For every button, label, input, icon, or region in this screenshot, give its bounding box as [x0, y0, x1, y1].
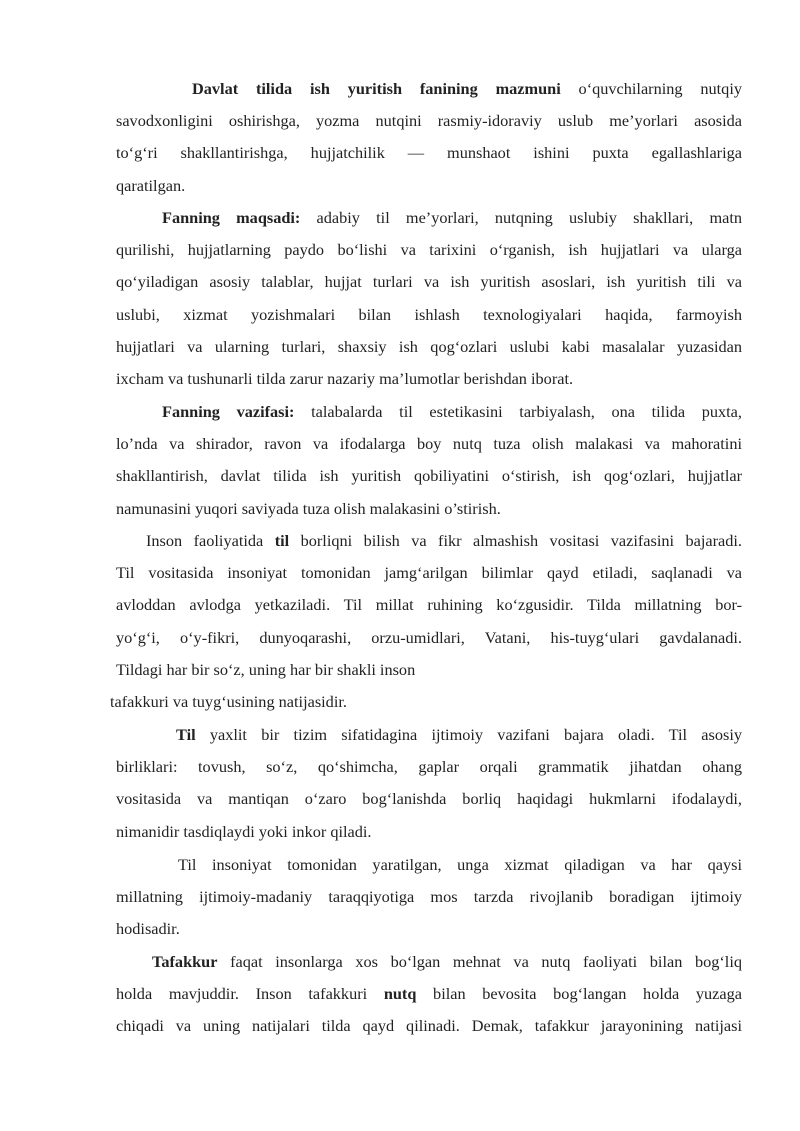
text-line: qaratilgan. — [116, 175, 186, 195]
text-line: Fanning vazifasi: talabalarda til estetikasini tarbiyalash, ona tilida puxta, — [162, 402, 742, 421]
bold-term: Fanning maqsadi: — [162, 208, 301, 227]
text-line: shakllantirish, davlat tilida ish yuritish qobiliyatini o‘stirish, ish qog‘ozlari, hujjatlar — [116, 466, 742, 486]
bold-term: til — [274, 531, 290, 550]
text-line: Inson faoliyatida til borliqni bilish va fikr almashish vositasi vazifasini bajaradi. — [146, 531, 742, 550]
paragraph-social-phenomenon — [116, 849, 742, 946]
text-line: nimanidir tasdiqlaydi yoki inkor qiladi. — [116, 821, 372, 841]
text-line: millatning ijtimoiy-madaniy taraqqiyotiga mos tarzda rivojlanib boradigan ijtimoiy — [116, 887, 742, 907]
paragraph-language-role — [116, 525, 742, 686]
text-line: savodxonligini oshirishga, yozma nutqini rasmiy-idoraviy uslub me’yorlari asosida — [116, 111, 742, 131]
text-line: hodisadir. — [116, 919, 180, 939]
text-line: lo’nda va shirador, ravon va ifodalarga boy nutq tuza olish malakasi va mahoratini — [116, 434, 742, 454]
text-line: chiqadi va uning natijalari tilda qayd qilinadi. Demak, tafakkur jarayonining natijasi — [116, 1016, 742, 1036]
text-line: Til yaxlit bir tizim sifatidagina ijtimoiy vazifani bajara oladi. Til asosiy — [176, 725, 742, 744]
text-line: namunasini yuqori saviyada tuza olish malakasini o’stirish. — [116, 498, 501, 518]
paragraph-thinking — [116, 946, 742, 1043]
bold-term: Tafakkur — [152, 952, 218, 971]
text-line: Davlat tilida ish yuritish fanining mazmuni o‘quvchilarning nutqiy — [192, 79, 742, 98]
text-line: hujjatlari va ularning turlari, shaxsiy ish qog‘ozlari uslubi kabi masalalar yuzasidan — [116, 336, 742, 356]
text-line: to‘g‘ri shakllantirishga, hujjatchilik — munshaot ishini puxta egallashlariga — [116, 143, 742, 163]
text-line: yo‘g‘i, o‘y-fikri, dunyoqarashi, orzu-umidlari, Vatani, his-tuyg‘ulari gavdalanadi. — [116, 627, 742, 647]
text-line: ixcham va tushunarli tilda zarur nazariy ma’lumotlar berishdan iborat. — [116, 368, 574, 388]
paragraph-course-content — [116, 73, 742, 202]
bold-term: Fanning vazifasi: — [162, 402, 295, 421]
text-line: Fanning maqsadi: adabiy til me’yorlari, nutqning uslubiy shakllari, matn — [162, 208, 742, 227]
text-line: vositasida va mantiqan o‘zaro bog‘lanishda borliq haqidagi hukmlarni ifodalaydi, — [116, 789, 742, 809]
text-line: avloddan avlodga yetkaziladi. Til millat ruhining ko‘zgusidir. Tilda millatning bor- — [116, 595, 742, 615]
paragraph-language-role-cont — [110, 686, 736, 718]
text-line: Tildagi har bir so‘z, uning har bir shakli inson — [116, 659, 416, 679]
text-line: uslubi, xizmat yozishmalari bilan ishlash texnologiyalari haqida, farmoyish — [116, 304, 742, 324]
paragraph-course-goal — [116, 202, 742, 395]
bold-term: Til — [176, 725, 196, 744]
text-line: birliklari: tovush, so‘z, qo‘shimcha, gaplar orqali grammatik jihatdan ohang — [116, 757, 742, 777]
text-line: holda mavjuddir. Inson tafakkuri nutq bilan bevosita bog‘langan holda yuzaga — [116, 984, 742, 1004]
text-line: Til vositasida insoniyat tomonidan jamg‘arilgan bilimlar qayd etiladi, saqlanadi va — [116, 563, 742, 583]
text-line: Til insoniyat tomonidan yaratilgan, unga xizmat qiladigan va har qaysi — [178, 855, 742, 874]
text-line: qurilishi, hujjatlarning paydo bo‘lishi va tarixini o‘rganish, ish hujjatlari va ularga — [116, 240, 742, 260]
bold-term: nutq — [383, 984, 417, 1004]
text-line: tafakkuri va tuyg‘usining natijasidir. — [110, 692, 347, 711]
text-line: qo‘yiladigan asosiy talablar, hujjat turlari va ish yuritish asoslari, ish yuritish tili va — [116, 272, 742, 292]
bold-term: Davlat tilida ish yuritish fanining mazmuni — [192, 79, 561, 98]
text-line: Tafakkur faqat insonlarga xos bo‘lgan mehnat va nutq faoliyati bilan bog‘liq — [152, 952, 742, 971]
paragraph-course-tasks — [116, 396, 742, 525]
paragraph-language-system — [116, 719, 742, 848]
